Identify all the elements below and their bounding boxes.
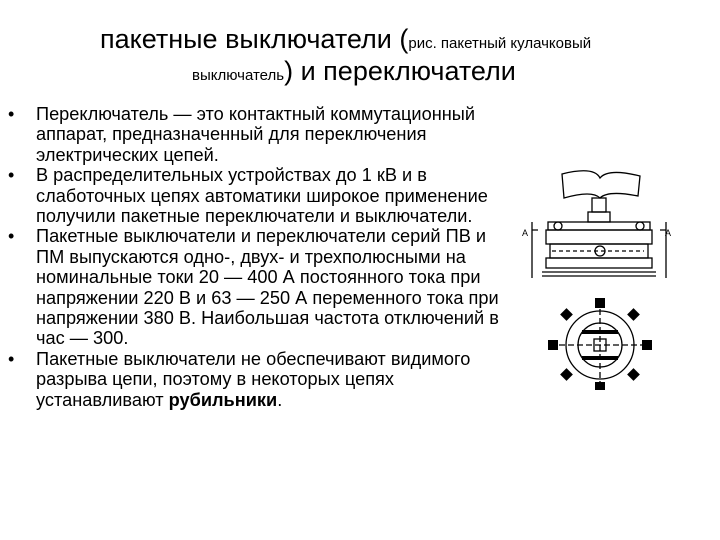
bullet-marker: • xyxy=(8,165,15,186)
bullet-text: В распределительных устройствах до 1 кВ и в слаботочных цепях автоматики широкое применение получили пакетные переключатели и выключатели. xyxy=(36,165,488,227)
title-part2: ) и переключатели xyxy=(284,56,516,86)
bullet-marker: • xyxy=(8,226,15,247)
bullet-item-3 xyxy=(8,226,508,348)
figure-caption-part2: выключатель xyxy=(192,67,285,84)
bold-term: рубильники xyxy=(168,389,278,410)
cam-switch-drawing-icon xyxy=(522,160,672,390)
bullet-item-4 xyxy=(8,349,508,410)
figure-label-a-right: А xyxy=(665,228,672,238)
title-line-2 xyxy=(192,56,516,87)
title-line-1 xyxy=(100,24,591,55)
bullet-text: Пакетные выключатели не обеспечивают видимого разрыва цепи, поэтому в некоторых цепях устанавливают рубильники. xyxy=(36,348,471,410)
bullet-item-1 xyxy=(8,104,508,165)
bullet-marker: • xyxy=(8,104,15,124)
bullet-list xyxy=(8,104,508,410)
bullet-text: Переключатель — это контактный коммутационный аппарат, предназначенный для переключения электрических цепей. xyxy=(36,104,476,165)
figure-label-a-left: А xyxy=(522,228,529,238)
bullet-marker: • xyxy=(8,348,15,369)
cam-switch-figure xyxy=(522,160,672,390)
bullet-item-2 xyxy=(8,165,508,226)
bullet-text: Пакетные выключатели и переключатели серий ПВ и ПМ выпускаются одно-, двух- и трехполюсными на номинальные токи 20 — 400 А постоянного тока при напряжении 220 В и 63 — 250 А переменного тока при напряжении 380 В. Наибольшая частота отключений в час — 300. xyxy=(36,226,499,349)
figure-caption-part1: рис. пакетный кулачковый xyxy=(408,35,592,52)
title-part1: пакетные выключатели ( xyxy=(100,24,409,54)
